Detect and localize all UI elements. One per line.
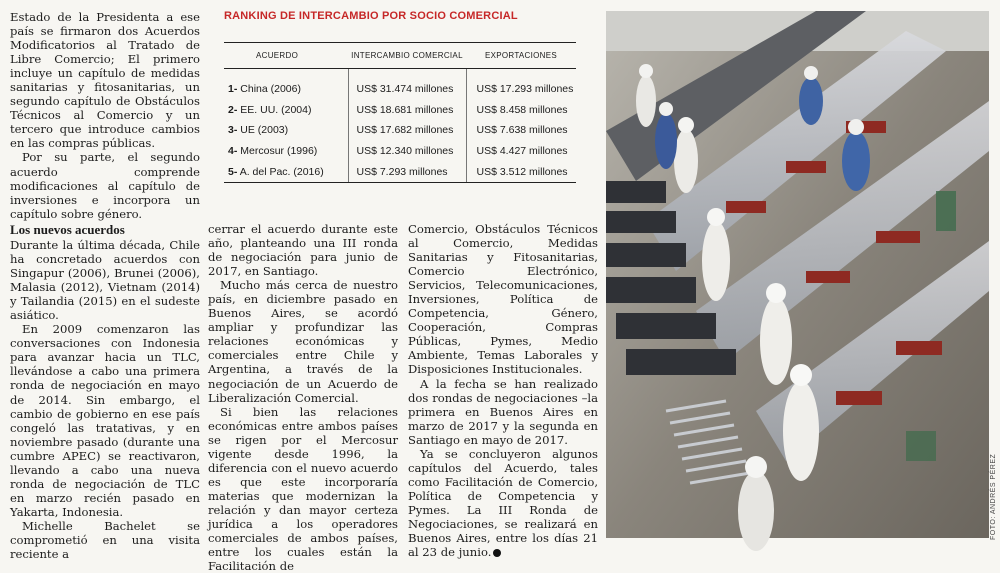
ranking-table-box: [224, 10, 576, 183]
header-exportaciones: EXPORTACIONES: [466, 43, 576, 69]
intro-paragraph-2: Por su parte, el segundo acuerdo comprende modificaciones al capítulo de inversiones e incorpora un capítulo sobre género.: [10, 150, 200, 221]
row-agreement: EE. UU. (2004): [240, 103, 312, 116]
end-mark-icon: [493, 549, 501, 557]
article-column-1: [10, 222, 200, 561]
article-column-3: [408, 222, 598, 559]
row-rank: 2-: [228, 103, 238, 116]
article-paragraph: cerrar el acuerdo durante este año, planteando una III ronda de negociación para junio de 2017, en Santiago.: [208, 222, 398, 279]
article-paragraph: Si bien las relaciones económicas entre ambos países se rigen por el Mercosur vigente desde 1996, la diferencia con el nuevo acuerdo es que este incorporaría materias que modernizan la relación y dan mayor certeza jurídica a los operadores comerciales de ambos países, entre los cuales están la Facilitación de: [208, 404, 398, 573]
article-paragraph: En 2009 comenzaron las conversaciones con Indonesia para avanzar hacia un TLC, llevándose a cabo una primera ronda de negociación en mayo de 2014. Sin embargo, el cambio de gobierno en ese país congeló las tratativas, y en noviembre pasado (durante una cumbre APEC) se reactivaron, llevando a cabo una nueva ronda de negociación de TLC en marzo recién pasado en Yakarta, Indonesia.: [10, 322, 200, 519]
row-exchange: US$ 17.682 millones: [348, 120, 466, 141]
table-row: [224, 120, 576, 141]
article-paragraph: Michelle Bachelet se comprometió en una visita reciente a: [10, 518, 200, 562]
ranking-table: [224, 42, 576, 183]
article-paragraph: Comercio, Obstáculos Técnicos al Comercio, Medidas Sanitarias y Fitosanitarias, Comercio Electrónico, Servicios, Telecomunicaciones, Inversiones, Política de Competencia, Género, Cooperación, Compras Públicas, Pymes, Medio Ambiente, Temas Laborales y Disposiciones Institucionales.: [408, 222, 598, 377]
row-exports: US$ 17.293 millones: [466, 79, 576, 100]
row-agreement: Mercosur (1996): [240, 145, 318, 158]
article-paragraph: Durante la última década, Chile ha concretado acuerdos con Singapur (2006), Brunei (2006), Malasia (2012), Vietnam (2014) y Tailandia (2015) en el sudeste asiático.: [10, 238, 200, 323]
table-row: [224, 141, 576, 162]
row-exports: US$ 8.458 millones: [466, 99, 576, 120]
packing-plant-photo: [606, 11, 989, 538]
intro-column: [10, 10, 200, 221]
article-column-2: [208, 222, 398, 573]
row-agreement: UE (2003): [240, 124, 289, 137]
header-acuerdo: ACUERDO: [224, 43, 348, 69]
row-exchange: US$ 7.293 millones: [348, 162, 466, 183]
row-rank: 5-: [228, 165, 238, 178]
packing-plant-illustration: [606, 11, 989, 538]
section-heading: Los nuevos acuerdos: [10, 222, 125, 237]
row-exchange: US$ 31.474 millones: [348, 79, 466, 100]
row-exports: US$ 7.638 millones: [466, 120, 576, 141]
article-paragraph: [408, 447, 598, 559]
row-exports: US$ 4.427 millones: [466, 141, 576, 162]
intro-paragraph-1: Estado de la Presidenta a ese país se firmaron dos Acuerdos Modificatorios al Tratado de Libre Comercio; El primero incluye un capítulo de medidas sanitarias y fitosanitarias, un segundo capítulo de Obstáculos Técnicos al Comercio y un tercero que introduce cambios en las compras públicas.: [10, 10, 200, 151]
row-rank: 1-: [228, 82, 238, 95]
article-paragraph: Mucho más cerca de nuestro país, en diciembre pasado en Buenos Aires, se acordó ampliar y profundizar las relaciones económicas y comerciales entre Chile y Argentina, a través de la negociación de un Acuerdo de Liberalización Comercial.: [208, 278, 398, 405]
row-exports: US$ 3.512 millones: [466, 162, 576, 183]
row-rank: 4-: [228, 145, 238, 158]
table-header-row: [224, 43, 576, 69]
article-final-text: Ya se concluyeron algunos capítulos del Acuerdo, tales como Facilitación de Comercio, Política de Competencia y Pymes. La III Ronda de Negociaciones, se realizará en Buenos Aires, entre los días 21 al 23 de junio.: [408, 446, 598, 560]
row-exchange: US$ 12.340 millones: [348, 141, 466, 162]
photo-credit: FOTO: ANDRÉS PÉREZ: [990, 453, 997, 540]
row-agreement: China (2006): [240, 82, 301, 95]
table-row: [224, 162, 576, 183]
row-rank: 3-: [228, 124, 238, 137]
table-title: RANKING DE INTERCAMBIO POR SOCIO COMERCIAL: [224, 10, 518, 22]
article-paragraph: A la fecha se han realizado dos rondas de negociaciones –la primera en Buenos Aires en marzo de 2017 y la segunda en Santiago en mayo de 2017.: [408, 376, 598, 447]
row-agreement: A. del Pac. (2016): [239, 165, 324, 178]
header-intercambio: INTERCAMBIO COMERCIAL: [348, 43, 466, 69]
table-row: [224, 79, 576, 100]
row-exchange: US$ 18.681 millones: [348, 99, 466, 120]
table-row: [224, 99, 576, 120]
